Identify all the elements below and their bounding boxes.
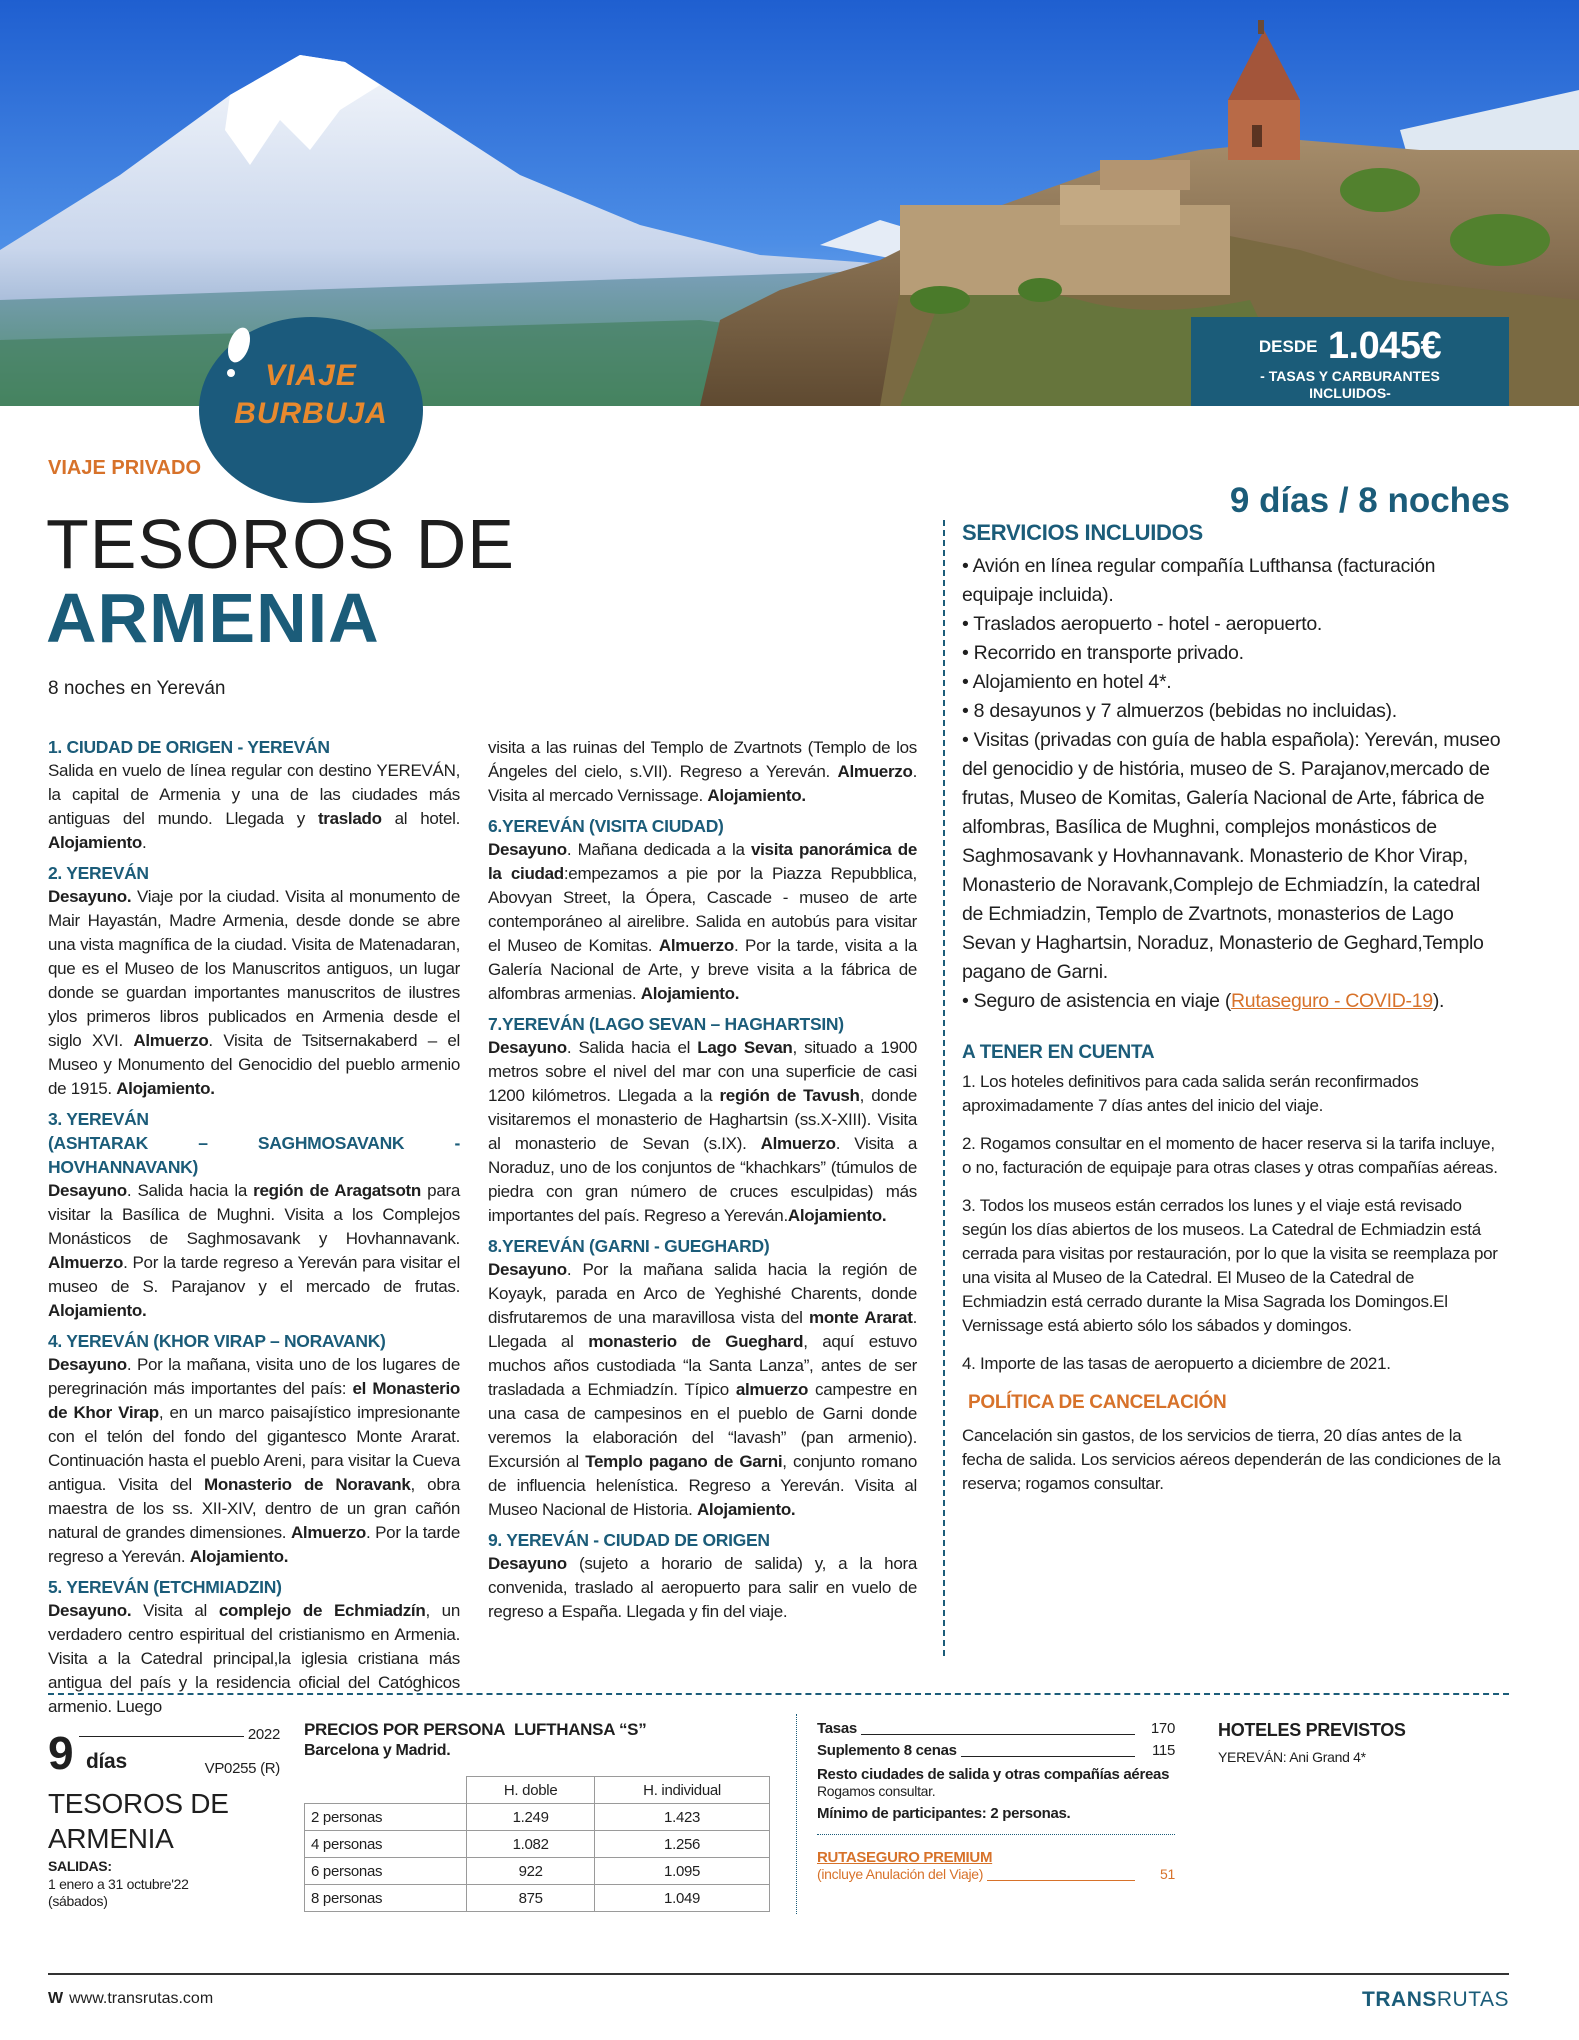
table-row xyxy=(305,1858,770,1885)
hotels-value: YEREVÁN: Ani Grand 4* xyxy=(1218,1749,1366,1765)
day-text: Desayuno. Salida hacia la región de Aragatsotn para visitar la Basílica de Mughni. Visita a los Complejos Monásticos de Saghmosavank y Hovhannavank. Almuerzo. Por la tarde regreso a Yereván para visitar el museo de S. Parajanov y el mercado de frutas. Alojamiento. xyxy=(48,1181,460,1320)
fees-section xyxy=(817,1720,1175,1886)
right-column xyxy=(962,520,1502,1496)
day-title: 5. YEREVÁN (ETCHMIADZIN) xyxy=(48,1577,282,1597)
price-cities: Barcelona y Madrid. xyxy=(304,1742,451,1759)
day-title: 6.YEREVÁN (VISITA CIUDAD) xyxy=(488,816,724,836)
page-subtitle: 8 noches en Yereván xyxy=(48,678,226,699)
day-title: 9. YEREVÁN - CIUDAD DE ORIGEN xyxy=(488,1530,770,1550)
itinerary-day-5 xyxy=(48,1575,460,1719)
price-table xyxy=(304,1776,770,1912)
services-title: SERVICIOS INCLUIDOS xyxy=(962,520,1203,545)
itinerary-day-2 xyxy=(48,861,460,1101)
departures-line2: (sábados) xyxy=(48,1893,108,1909)
departures-line1: 1 enero a 31 octubre'22 xyxy=(48,1876,189,1892)
insurance-prefix: Seguro de asistencia en viaje ( xyxy=(973,990,1232,1012)
note-item: 1. Los hoteles definitivos para cada salida serán reconfirmados aproximadamente 7 días antes del inicio del viaje. xyxy=(962,1072,1419,1115)
fees-other-cities: Resto ciudades de salida y otras compañías aéreas xyxy=(817,1766,1170,1783)
column-divider xyxy=(943,520,945,1656)
fee-label: Suplemento 8 cenas xyxy=(817,1742,961,1759)
day-title: 7.YEREVÁN (LAGO SEVAN – HAGHARTSIN) xyxy=(488,1014,844,1034)
service-item: • Avión en línea regular compañía Lufthansa (facturación equipaje incluida). xyxy=(962,552,1502,610)
itinerary-day-8 xyxy=(488,1234,917,1522)
row-label: 2 personas xyxy=(305,1804,467,1831)
summary-title-line1: TESOROS DE xyxy=(48,1788,229,1819)
itinerary-day-6 xyxy=(488,814,917,1006)
price-doble: 875 xyxy=(467,1885,595,1912)
rutaseguro-link[interactable]: Rutaseguro - COVID-19 xyxy=(1231,990,1433,1012)
service-item: • Recorrido en transporte privado. xyxy=(962,639,1502,668)
summary-title-line2: ARMENIA xyxy=(48,1823,174,1854)
price-note: - TASAS Y CARBURANTES INCLUIDOS- xyxy=(1260,368,1440,401)
notes-title: A TENER EN CUENTA xyxy=(962,1042,1155,1063)
price-doble: 1.249 xyxy=(467,1804,595,1831)
price-section xyxy=(304,1720,770,1912)
summary-year: 2022 xyxy=(244,1726,280,1743)
trip-type-label: VIAJE PRIVADO xyxy=(48,457,201,479)
service-item: • Traslados aeropuerto - hotel - aeropuerto. xyxy=(962,610,1502,639)
day-text-continued: visita a las ruinas del Templo de Zvartnots (Templo de los Ángeles del cielo, s.VII). Regreso a Yereván. Almuerzo. Visita al mercado Vernissage. Alojamiento. xyxy=(488,738,917,805)
day-text: Desayuno. Salida hacia el Lago Sevan, situado a 1900 metros sobre el nivel del mar con una superficie de casi 1200 kilómetros. Llegada a la región de Tavush, donde visitaremos el monasterio de Haghartsin (ss.X-XIII). Visita al monasterio de Sevan (s.IX). Almuerzo. Visita a Noraduz, uno de los conjuntos de “khachkars” (túmulos de piedra con gran número de cruces esculpidas) más importantes del país. Regreso a Yereván.Alojamiento. xyxy=(488,1038,917,1225)
row-label: 4 personas xyxy=(305,1831,467,1858)
day-text: Salida en vuelo de línea regular con destino YEREVÁN, la capital de Armenia y una de las ciudades más antiguas del mundo. Llegada y traslado al hotel. Alojamiento. xyxy=(48,761,460,852)
cancellation-text: Cancelación sin gastos, de los servicios de tierra, 20 días antes de la fecha de salida. Los servicios aéreos dependerán de las condiciones de la reserva; rogamos consultar. xyxy=(962,1426,1501,1493)
price-doble: 922 xyxy=(467,1858,595,1885)
rutaseguro-label: (incluye Anulación del Viaje) xyxy=(817,1866,987,1882)
price-doble: 1.082 xyxy=(467,1831,595,1858)
itinerary-day-9 xyxy=(488,1528,917,1624)
day-title: 1. CIUDAD DE ORIGEN - YEREVÁN xyxy=(48,737,330,757)
fee-suplemento xyxy=(817,1742,1175,1764)
price-amount: 1.045€ xyxy=(1327,325,1442,367)
row-label: 8 personas xyxy=(305,1885,467,1912)
itinerary-column-2 xyxy=(488,736,917,1630)
itinerary-day-3 xyxy=(48,1107,460,1323)
day-text: Desayuno. Viaje por la ciudad. Visita al monumento de Mair Hayastán, Madre Armenia, desde donde se abre una vista magnífica de la ciudad. Visita de Matenadaran, que es el Museo de los Manuscritos antiguos, un lugar donde se guardan importantes manuscritos de ilustres ylos primeros libros publicados en Armenia desde el siglo XVI. Almuerzo. Visita de Tsitsernakaberd – el Museo y Monumento del Genocidio del pueblo armenio de 1915. Alojamiento. xyxy=(48,887,461,1098)
day-title: 3. YEREVÁN (ASHTARAK – SAGHMOSAVANK - HOVHANNAVANK) xyxy=(48,1109,460,1177)
cancellation-title: POLÍTICA DE CANCELACIÓN xyxy=(968,1392,1227,1413)
logo-part-a: TRANS xyxy=(1362,1988,1437,2011)
day-text: Desayuno. Por la mañana salida hacia la región de Koyayk, parada en Arco de Yeghishé Charents, donde disfrutaremos de una maravillosa vista del monte Ararat. Llegada al monasterio de Gueghard, aquí estuvo muchos años custodiada “la Santa Lanza”, antes de ser trasladada a Echmiadzín. Típico almuerzo campestre en una casa de campesinos en el pueblo de Garni donde veremos la elaboración del “lavash” (pan armenio). Excursión al Templo pagano de Garni, conjunto romano de influencia helenística. Regreso a Yereván. Visita al Museo Nacional de Historia. Alojamiento. xyxy=(488,1260,918,1519)
website-link[interactable]: www.transrutas.com xyxy=(69,1990,214,2007)
page-title-line2: ARMENIA xyxy=(46,579,380,657)
row-label: 6 personas xyxy=(305,1858,467,1885)
hotels-section xyxy=(1218,1720,1508,1765)
itinerary-column-1 xyxy=(48,735,460,1725)
services-list xyxy=(962,552,1502,1016)
note-item: 2. Rogamos consultar en el momento de hacer reserva si la tarifa incluye, o no, facturación de equipaje para otras clases y otras compañías aéreas. xyxy=(962,1134,1498,1177)
table-row xyxy=(305,1804,770,1831)
rutaseguro-row xyxy=(817,1866,1175,1886)
badge-line2: BURBUJA xyxy=(234,397,388,430)
fees-consult: Rogamos consultar. xyxy=(817,1783,936,1799)
page-title-line1: TESOROS DE xyxy=(46,505,515,583)
badge-line1: VIAJE xyxy=(265,359,357,392)
price-badge xyxy=(1191,317,1509,406)
price-individual: 1.423 xyxy=(595,1804,770,1831)
rutaseguro-title[interactable]: RUTASEGURO PREMIUM xyxy=(817,1849,993,1866)
price-table-header xyxy=(305,1777,770,1804)
itinerary-day-7 xyxy=(488,1012,917,1228)
dotted-separator xyxy=(817,1834,1175,1835)
day-title: 8.YEREVÁN (GARNI - GUEGHARD) xyxy=(488,1236,770,1256)
price-individual: 1.256 xyxy=(595,1831,770,1858)
web-icon: W xyxy=(48,1990,64,2007)
service-item: • Alojamiento en hotel 4*. xyxy=(962,668,1502,697)
transrutas-logo xyxy=(1362,1988,1509,2012)
header-individual: H. individual xyxy=(595,1777,770,1804)
note-item: 4. Importe de las tasas de aeropuerto a diciembre de 2021. xyxy=(962,1354,1391,1373)
price-airline: LUFTHANSA “S” xyxy=(514,1720,647,1739)
header-doble: H. doble xyxy=(467,1777,595,1804)
day-title: 2. YEREVÁN xyxy=(48,863,149,883)
fee-tasas xyxy=(817,1720,1175,1742)
day-text: Desayuno. Mañana dedicada a la visita panorámica de la ciudad:empezamos a pie por la Piazza Repubblica, Abovyan Street, la Ópera, Cascade - museo de arte contemporáneo al airelibre. Salida en autobús para visitar el Museo de Komitas. Almuerzo. Por la tarde, visita a la Galería Nacional de Arte, y breve visita a la fábrica de alfombras armenias. Alojamiento. xyxy=(488,840,917,1003)
price-individual: 1.095 xyxy=(595,1858,770,1885)
viaje-burbuja-badge xyxy=(199,317,423,503)
price-prefix: DESDE xyxy=(1258,336,1318,356)
footer-rule xyxy=(48,1973,1509,1975)
note-item: 3. Todos los museos están cerrados los lunes y el viaje está revisado según los días abiertos de los museos. La Catedral de Echmiadzin está cerrada para visitas por restauración, por lo que la visita se reemplaza por una visita al Museo de la Catedral. El Museo de la Catedral de Echmiadzin está cerrado durante la Misa Sagrada los Domingos.El Vernissage está abierto sólo los sábados y domingos. xyxy=(962,1196,1498,1335)
table-row xyxy=(305,1831,770,1858)
insurance-suffix: ). xyxy=(1432,990,1445,1012)
section-divider xyxy=(48,1693,1509,1695)
logo-part-b: RUTAS xyxy=(1436,1988,1509,2011)
header-blank xyxy=(305,1777,467,1804)
rutaseguro-value: 51 xyxy=(1160,1866,1175,1882)
service-item: • 8 desayunos y 7 almuerzos (bebidas no incluidas). xyxy=(962,697,1502,726)
price-individual: 1.049 xyxy=(595,1885,770,1912)
footer-website xyxy=(48,1990,213,2008)
itinerary-day-4 xyxy=(48,1329,460,1569)
itinerary-day-1 xyxy=(48,735,460,855)
table-row xyxy=(305,1885,770,1912)
fee-value: 170 xyxy=(1150,1720,1175,1737)
hotels-title: HOTELES PREVISTOS xyxy=(1218,1720,1406,1740)
service-item: • Visitas (privadas con guía de habla española): Yereván, museo del genocidio y de história, museo de S. Parajanov,mercado de frutas, Museo de Komitas, Galería Nacional de Arte, fábrica de alfombras, Basílica de Mughni, complejos monásticos de Saghmosavank y Hovhannavank. Monasterio de Khor Virap, Monasterio de Noravank,Complejo de Echmiadzín, la catedral de Echmiadzin, Templo de Zvartnots, monasterios de Lago Sevan y Haghartsin, Noraduz, Monasterio de Geghard,Templo pagano de Garni. xyxy=(962,726,1502,987)
day-text: Desayuno. Por la mañana, visita uno de los lugares de peregrinación más importantes del país: el Monasterio de Khor Virap, en un marco paisajístico impresionante con el telón del fondo del gigantesco Monte Ararat. Continuación hasta el pueblo Areni, para visitar la Cueva antigua. Visita del Monasterio de Noravank, obra maestra de los ss. XII-XIV, dentro de un gran cañón natural de grandes dimensiones. Almuerzo. Por la tarde regreso a Yereván. Alojamiento. xyxy=(48,1355,460,1566)
summary-days-number: 9 xyxy=(48,1730,79,1776)
price-title: PRECIOS POR PERSONA xyxy=(304,1720,506,1739)
summary-days-label: días xyxy=(86,1750,127,1773)
fees-divider xyxy=(796,1714,797,1914)
day-title: 4. YEREVÁN (KHOR VIRAP – NORAVANK) xyxy=(48,1331,386,1351)
fees-minimum: Mínimo de participantes: 2 personas. xyxy=(817,1805,1071,1822)
leader-line xyxy=(817,1734,1135,1735)
day-text: Desayuno (sujeto a horario de salida) y, a la hora convenida, traslado al aeropuerto para salir en vuelo de regreso a España. Llegada y fin del viaje. xyxy=(488,1554,917,1621)
departures-dates xyxy=(48,1876,189,1910)
summary-title xyxy=(48,1786,280,1856)
trip-duration: 9 días / 8 noches xyxy=(1229,481,1510,520)
trip-code: VP0255 (R) xyxy=(204,1760,280,1777)
fee-label: Tasas xyxy=(817,1720,861,1737)
day-text: Desayuno. Visita al complejo de Echmiadzín, un verdadero centro espiritual del cristianismo en Armenia. Visita a la Catedral principal,la iglesia cristiana más antigua del país y la residencia oficial del Catóghicos armenio. Luego xyxy=(48,1601,460,1716)
service-item-insurance xyxy=(962,987,1502,1016)
departures-label: SALIDAS: xyxy=(48,1858,112,1874)
fee-value: 115 xyxy=(1151,1742,1175,1759)
